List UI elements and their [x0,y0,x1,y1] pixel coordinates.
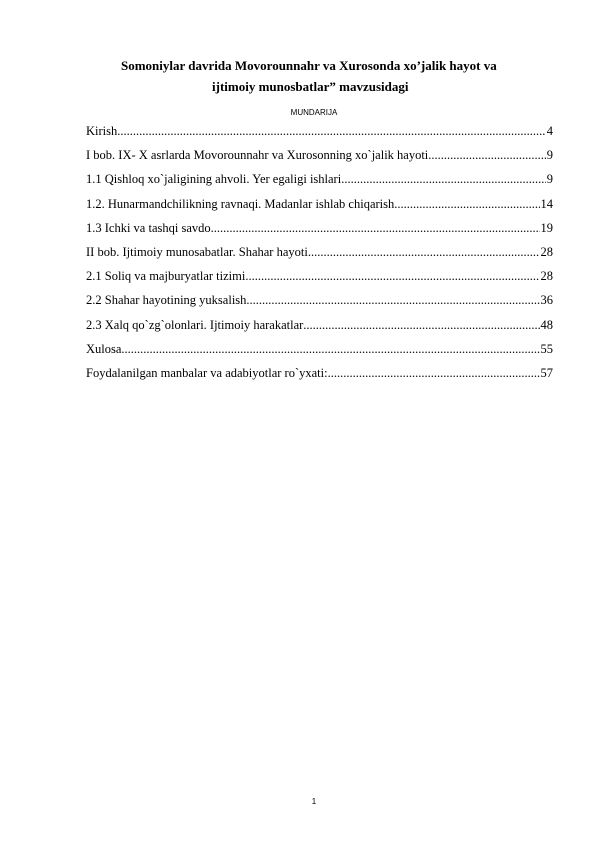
toc-entry-title: II bob. Ijtimoiy munosabatlar. Shahar hayoti [86,244,308,259]
toc-entry[interactable] [86,269,553,293]
toc-entry-page: 14 [540,196,553,211]
toc-entry-title: 1.2. Hunarmandchilikning ravnaqi. Madanlar ishlab chiqarish [86,196,395,211]
page-number: 1 [311,797,317,806]
toc-entry-title: I bob. IX- X asrlarda Movorounnahr va Xurosonning xo`jalik hayoti [86,148,429,163]
toc-entry[interactable] [86,293,553,317]
toc-entry-page: 55 [540,341,553,356]
table-of-contents [86,124,553,390]
toc-dot-leader [121,342,539,357]
toc-entry[interactable] [86,221,553,245]
toc-entry-page: 57 [540,365,553,380]
toc-dot-leader [245,269,539,284]
toc-entry[interactable] [86,197,553,221]
toc-entry-title: Xulosa [86,341,122,356]
toc-dot-leader [303,318,539,333]
toc-entry[interactable] [86,342,553,366]
toc-entry-page: 4 [546,124,553,138]
toc-entry[interactable] [86,172,553,196]
toc-dot-leader [394,197,539,212]
toc-entry-title: 2.2 Shahar hayotining yuksalish [86,293,247,308]
toc-entry-title: 2.1 Soliq va majburyatlar tizimi [86,269,246,284]
document-title-line-1: Somoniylar davrida Movorounnahr va Xurosonda xo’jalik hayot va [121,58,497,73]
toc-entry[interactable] [86,318,553,342]
toc-entry-page: 9 [546,148,553,163]
toc-dot-leader [211,221,540,236]
document-title-line-2: ijtimoiy munosbatlar” mavzusidagi [212,79,409,94]
toc-entry-page: 28 [540,244,553,259]
toc-entry-page: 9 [546,172,553,187]
toc-entry[interactable] [86,245,553,269]
toc-entry-title: 1.1 Qishloq xo`jaligining ahvoli. Yer egaligi ishlari [86,172,342,187]
toc-entry-page: 36 [540,293,553,308]
toc-entry-page: 28 [540,269,553,284]
toc-dot-leader [428,148,545,163]
toc-entry[interactable] [86,124,553,148]
toc-dot-leader [328,366,540,381]
toc-entry-title: Foydalanilgan manbalar va adabiyotlar ro`yxati: [86,365,328,380]
toc-entry[interactable] [86,148,553,172]
toc-entry-page: 19 [540,220,553,235]
toc-dot-leader [246,293,539,308]
toc-dot-leader [308,245,540,260]
contents-heading: MUNDARIJA [290,108,338,117]
toc-dot-leader [341,172,546,187]
toc-entry-title: 2.3 Xalq qo`zg`olonlari. Ijtimoiy harakatlar [86,317,304,332]
toc-dot-leader [117,124,546,139]
toc-entry-page: 48 [540,317,553,332]
toc-entry[interactable] [86,366,553,390]
toc-entry-title: 1.3 Ichki va tashqi savdo [86,220,211,235]
toc-entry-title: Kirish [86,124,118,138]
